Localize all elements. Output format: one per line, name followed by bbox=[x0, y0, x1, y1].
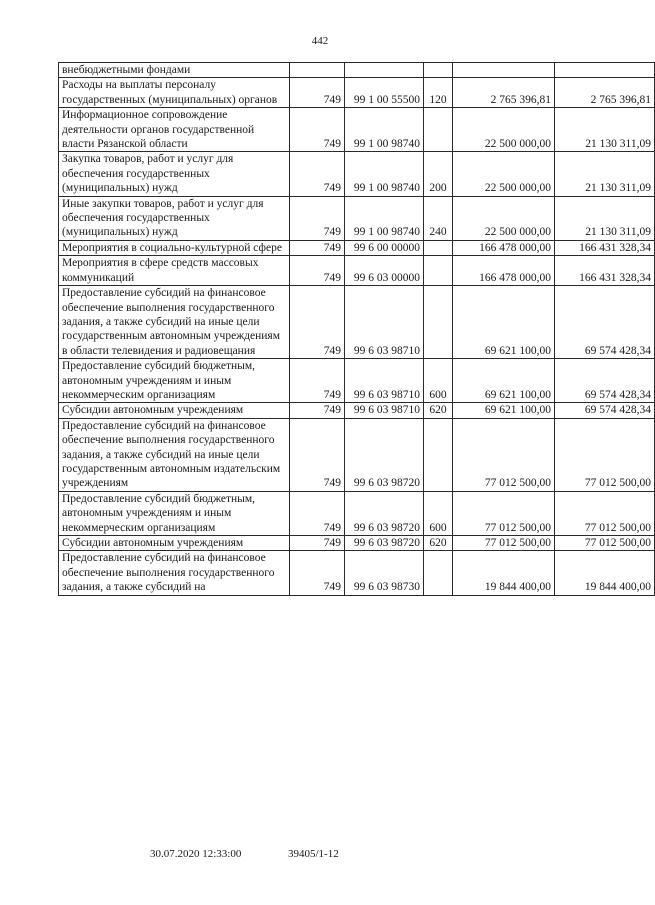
row-planned-sum: 166 478 000,00 bbox=[453, 240, 555, 255]
row-name: Предоставление субсидий на финансовое обеспечение выполнения государственного задания, а также субсидий на иные цели государственным автономным учреждениям в области телевидения и радиовещания bbox=[59, 286, 290, 359]
row-name: Мероприятия в социально-культурной сфере bbox=[59, 240, 290, 255]
row-executed-sum: 69 574 428,34 bbox=[555, 286, 655, 359]
row-planned-sum: 166 478 000,00 bbox=[453, 256, 555, 286]
row-ved-code: 749 bbox=[290, 152, 345, 196]
row-target-article: 99 6 03 98710 bbox=[345, 359, 424, 403]
row-planned-sum: 77 012 500,00 bbox=[453, 418, 555, 491]
row-target-article: 99 6 03 98720 bbox=[345, 418, 424, 491]
row-expense-type bbox=[424, 286, 453, 359]
row-executed-sum: 77 012 500,00 bbox=[555, 491, 655, 535]
row-executed-sum: 21 130 311,09 bbox=[555, 152, 655, 196]
row-expense-type: 600 bbox=[424, 359, 453, 403]
row-planned-sum: 69 621 100,00 bbox=[453, 403, 555, 418]
footer-datetime: 30.07.2020 12:33:00 bbox=[150, 848, 242, 860]
row-name: Мероприятия в сфере средств массовых коммуникаций bbox=[59, 256, 290, 286]
budget-table bbox=[58, 62, 655, 596]
row-name: Предоставление субсидий на финансовое обеспечение выполнения государственного задания, а также субсидий на bbox=[59, 551, 290, 595]
row-name: Иные закупки товаров, работ и услуг для обеспечения государственных (муниципальных) нужд bbox=[59, 196, 290, 240]
table-row bbox=[59, 78, 655, 108]
row-executed-sum: 166 431 328,34 bbox=[555, 256, 655, 286]
row-ved-code: 749 bbox=[290, 491, 345, 535]
row-target-article: 99 1 00 98740 bbox=[345, 196, 424, 240]
page-number: 442 bbox=[311, 35, 329, 47]
table-row bbox=[59, 551, 655, 595]
row-planned-sum: 69 621 100,00 bbox=[453, 359, 555, 403]
row-ved-code: 749 bbox=[290, 78, 345, 108]
row-target-article: 99 6 03 98710 bbox=[345, 286, 424, 359]
row-ved-code: 749 bbox=[290, 418, 345, 491]
row-ved-code: 749 bbox=[290, 359, 345, 403]
row-target-article bbox=[345, 63, 424, 78]
row-planned-sum: 77 012 500,00 bbox=[453, 536, 555, 551]
row-planned-sum: 22 500 000,00 bbox=[453, 108, 555, 152]
row-expense-type bbox=[424, 108, 453, 152]
table-row bbox=[59, 536, 655, 551]
table-row bbox=[59, 196, 655, 240]
row-target-article: 99 6 03 98710 bbox=[345, 403, 424, 418]
row-expense-type: 240 bbox=[424, 196, 453, 240]
row-expense-type: 200 bbox=[424, 152, 453, 196]
row-name: Закупка товаров, работ и услуг для обеспечения государственных (муниципальных) нужд bbox=[59, 152, 290, 196]
row-name: Предоставление субсидий бюджетным, автономным учреждениям и иным некоммерческим организациям bbox=[59, 359, 290, 403]
row-target-article: 99 1 00 98740 bbox=[345, 108, 424, 152]
row-name: внебюджетными фондами bbox=[59, 63, 290, 78]
row-expense-type bbox=[424, 240, 453, 255]
row-target-article: 99 6 03 00000 bbox=[345, 256, 424, 286]
row-executed-sum: 69 574 428,34 bbox=[555, 359, 655, 403]
table-row bbox=[59, 108, 655, 152]
row-planned-sum: 2 765 396,81 bbox=[453, 78, 555, 108]
row-executed-sum: 21 130 311,09 bbox=[555, 108, 655, 152]
row-expense-type bbox=[424, 551, 453, 595]
row-ved-code: 749 bbox=[290, 256, 345, 286]
row-planned-sum: 77 012 500,00 bbox=[453, 491, 555, 535]
row-ved-code: 749 bbox=[290, 108, 345, 152]
row-name: Субсидии автономным учреждениям bbox=[59, 536, 290, 551]
row-ved-code bbox=[290, 63, 345, 78]
row-planned-sum: 19 844 400,00 bbox=[453, 551, 555, 595]
row-executed-sum: 21 130 311,09 bbox=[555, 196, 655, 240]
table-row bbox=[59, 240, 655, 255]
row-name: Предоставление субсидий бюджетным, автономным учреждениям и иным некоммерческим организациям bbox=[59, 491, 290, 535]
row-target-article: 99 1 00 98740 bbox=[345, 152, 424, 196]
table-row bbox=[59, 286, 655, 359]
row-expense-type: 600 bbox=[424, 491, 453, 535]
table-row bbox=[59, 491, 655, 535]
row-target-article: 99 6 03 98720 bbox=[345, 536, 424, 551]
row-target-article: 99 6 03 98730 bbox=[345, 551, 424, 595]
row-expense-type bbox=[424, 63, 453, 78]
table-row bbox=[59, 403, 655, 418]
row-ved-code: 749 bbox=[290, 403, 345, 418]
row-ved-code: 749 bbox=[290, 240, 345, 255]
row-expense-type: 620 bbox=[424, 536, 453, 551]
row-executed-sum: 2 765 396,81 bbox=[555, 78, 655, 108]
row-target-article: 99 6 00 00000 bbox=[345, 240, 424, 255]
row-name: Расходы на выплаты персоналу государственных (муниципальных) органов bbox=[59, 78, 290, 108]
row-planned-sum: 69 621 100,00 bbox=[453, 286, 555, 359]
table-row bbox=[59, 152, 655, 196]
row-executed-sum: 166 431 328,34 bbox=[555, 240, 655, 255]
row-target-article: 99 6 03 98720 bbox=[345, 491, 424, 535]
table-row bbox=[59, 359, 655, 403]
row-ved-code: 749 bbox=[290, 551, 345, 595]
row-executed-sum: 69 574 428,34 bbox=[555, 403, 655, 418]
row-planned-sum bbox=[453, 63, 555, 78]
row-executed-sum: 77 012 500,00 bbox=[555, 536, 655, 551]
row-ved-code: 749 bbox=[290, 196, 345, 240]
row-name: Субсидии автономным учреждениям bbox=[59, 403, 290, 418]
row-planned-sum: 22 500 000,00 bbox=[453, 152, 555, 196]
row-ved-code: 749 bbox=[290, 536, 345, 551]
row-executed-sum bbox=[555, 63, 655, 78]
row-executed-sum: 19 844 400,00 bbox=[555, 551, 655, 595]
table-row bbox=[59, 256, 655, 286]
row-executed-sum: 77 012 500,00 bbox=[555, 418, 655, 491]
row-expense-type bbox=[424, 256, 453, 286]
row-target-article: 99 1 00 55500 bbox=[345, 78, 424, 108]
row-name: Информационное сопровождение деятельности органов государственной власти Рязанской области bbox=[59, 108, 290, 152]
table-row bbox=[59, 63, 655, 78]
table-row bbox=[59, 418, 655, 491]
row-expense-type: 620 bbox=[424, 403, 453, 418]
row-expense-type bbox=[424, 418, 453, 491]
footer-doc-code: 39405/1-12 bbox=[288, 848, 339, 860]
row-name: Предоставление субсидий на финансовое обеспечение выполнения государственного задания, а также субсидий на иные цели государственным автономным издательским учреждениям bbox=[59, 418, 290, 491]
row-ved-code: 749 bbox=[290, 286, 345, 359]
row-planned-sum: 22 500 000,00 bbox=[453, 196, 555, 240]
row-expense-type: 120 bbox=[424, 78, 453, 108]
